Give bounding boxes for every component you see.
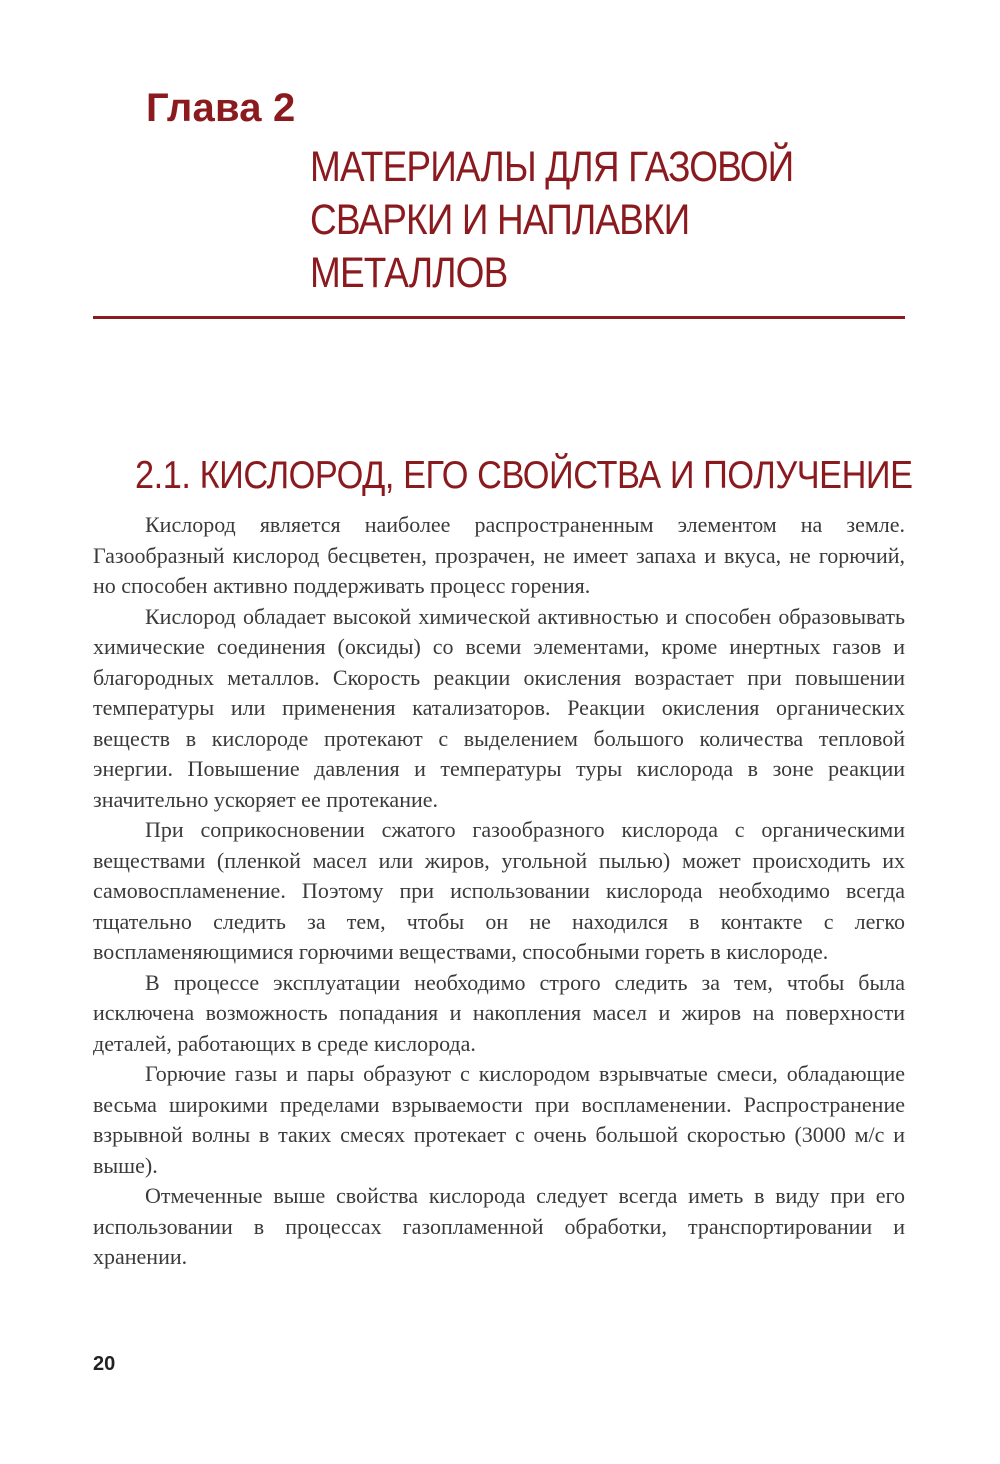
- paragraph: В процессе эксплуатации необходимо строго следить за тем, чтобы была исключена возможность попадания и накопления масел и жиров на поверхности деталей, работающих в среде кислорода.: [93, 969, 905, 1056]
- chapter-title-line: МЕТАЛЛОВ: [310, 249, 508, 297]
- chapter-title: [310, 141, 860, 300]
- paragraph: Кислород обладает высокой химической активностью и способен образовывать химические соединения (оксиды) со всеми элементами, кроме инертных газов и благородных металлов. Скорость реакции окисления возрастает при повышении температуры или применения катализаторов. Реакции окисления органических веществ в кислороде протекают с выделением большого количества тепловой энергии. Повышение давления и температуры туры кислорода в зоне реакции значительно ускоряет ее протекание.: [93, 603, 905, 812]
- chapter-label: Глава 2: [146, 86, 296, 130]
- paragraph: Кислород является наиболее распространенным элементом на земле. Газообразный кислород бесцветен, прозрачен, не имеет запаха и вкуса, не горючий, но способен активно поддерживать процесс горения.: [93, 512, 905, 598]
- paragraph: Отмеченные выше свойства кислорода следует всегда иметь в виду при его использовании в процессах газопламенной обработки, транспортировании и хранении.: [93, 1183, 905, 1269]
- chapter-title-line: МАТЕРИАЛЫ ДЛЯ ГАЗОВОЙ: [310, 143, 794, 191]
- body-text: [93, 510, 905, 1273]
- paragraph: Горючие газы и пары образуют с кислородом взрывчатые смеси, обладающие весьма широкими пределами взрываемости при воспламенении. Распространение взрывной волны в таких смесях протекает с очень большой скоростью (3000 м/с и выше).: [93, 1061, 905, 1178]
- section-title: 2.1. КИСЛОРОД, ЕГО СВОЙСТВА И ПОЛУЧЕНИЕ: [135, 454, 913, 497]
- paragraph: При соприкосновении сжатого газообразного кислорода с органическими веществами (пленкой масел или жиров, угольной пылью) может происходить их самовоспламенение. Поэтому при использовании кислорода необходимо всегда тщательно следить за тем, чтобы он не находился в контакте с легко воспламеняющимися горючими веществами, способными гореть в кислороде.: [93, 817, 905, 964]
- chapter-divider: [93, 316, 905, 319]
- chapter-title-line: СВАРКИ И НАПЛАВКИ: [310, 196, 690, 244]
- page-number: 20: [93, 1353, 116, 1375]
